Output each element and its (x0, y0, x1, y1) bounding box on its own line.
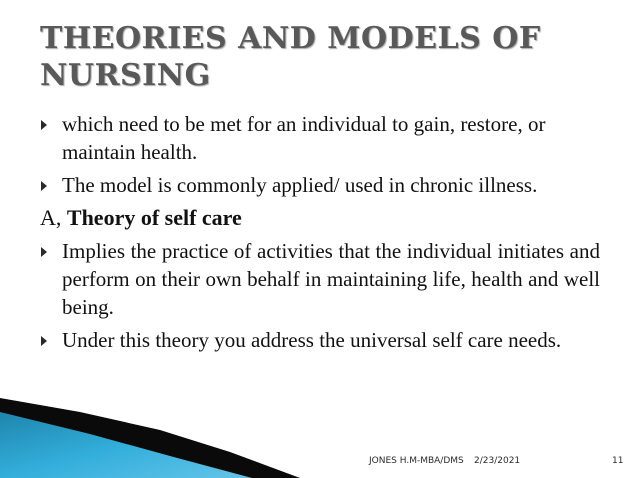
bullet-text: Under this theory you address the universal self care needs. (62, 328, 562, 352)
footer-page-number: 11 (612, 456, 624, 466)
bullet-item (40, 326, 600, 354)
subheading-bold-text: Theory of self care (66, 205, 242, 230)
bullet-arrow-icon (41, 247, 47, 257)
subheading-prefix: A, (40, 205, 67, 230)
slide-title: THEORIES AND MODELS OF NURSING (40, 21, 541, 93)
bullet-text: which need to be met for an individual to gain, restore, or maintain health. (62, 112, 546, 164)
slide-body (40, 110, 600, 354)
bullet-text: Implies the practice of activities that the individual initiates and perform on their own behalf in maintaining life, health and well being. (62, 239, 600, 319)
bullet-arrow-icon (41, 336, 47, 346)
bullet-arrow-icon (41, 181, 47, 191)
bullet-arrow-icon (41, 120, 47, 130)
bullet-item (40, 237, 600, 321)
bullet-item (40, 171, 600, 199)
bullet-item (40, 110, 600, 166)
footer-author: JONES H.M-MBA/DMS (369, 456, 464, 466)
bullet-text: The model is commonly applied/ used in chronic illness. (62, 173, 538, 197)
subheading (40, 204, 600, 232)
footer-date: 2/23/2021 (474, 456, 521, 466)
